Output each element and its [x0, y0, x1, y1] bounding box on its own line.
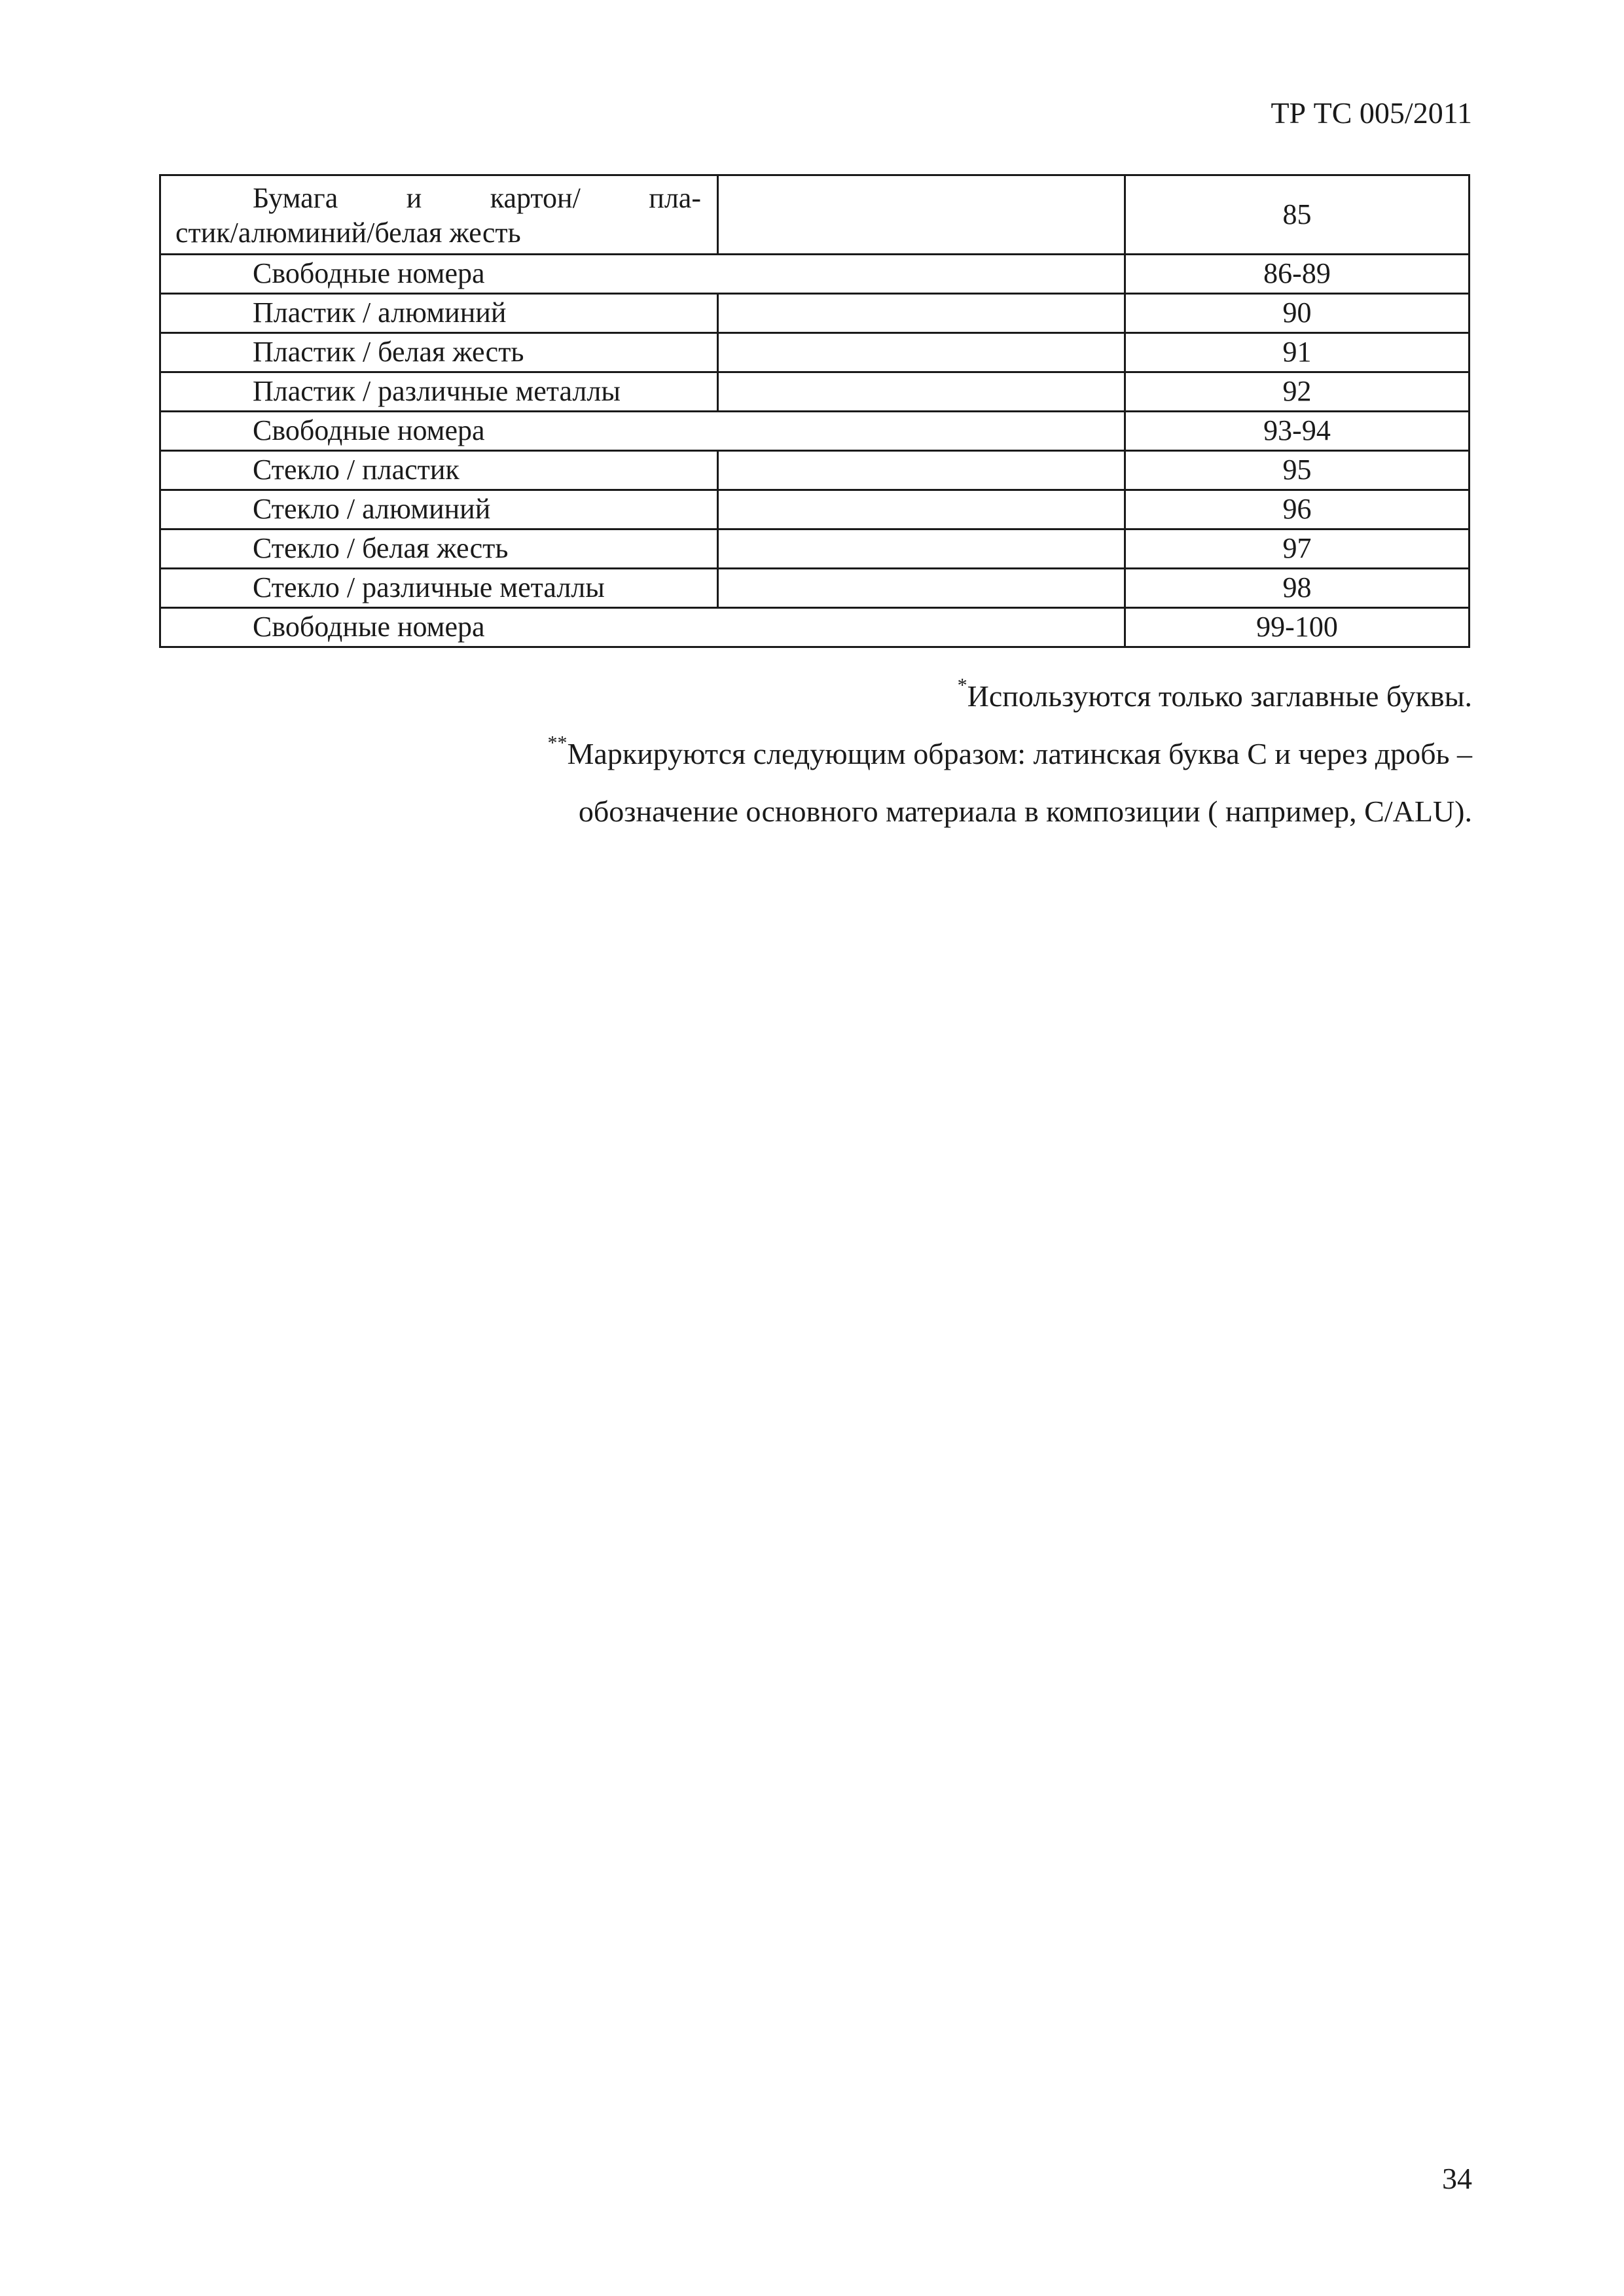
- material-code-cell: 95: [1125, 450, 1470, 490]
- footnote-mark: **: [547, 732, 568, 754]
- material-name-cell: Стекло / различные металлы: [160, 568, 718, 607]
- table-row: [160, 411, 1470, 450]
- table-row: [160, 372, 1470, 411]
- empty-cell: [718, 450, 1125, 490]
- material-code-cell: 93-94: [1125, 411, 1470, 450]
- table-row: [160, 293, 1470, 332]
- material-name-cell: Стекло / пластик: [160, 450, 718, 490]
- material-name-cell: Стекло / алюминий: [160, 490, 718, 529]
- material-name-cell: Свободные номера: [160, 607, 1125, 647]
- footnote-text: Маркируются следующим образом: латинская буква С и через дробь –: [567, 737, 1472, 770]
- footnote-2: [98, 725, 1472, 783]
- empty-cell: [718, 332, 1125, 372]
- material-name-cell: Свободные номера: [160, 254, 1125, 293]
- material-codes-table: [159, 174, 1470, 648]
- table-row: [160, 332, 1470, 372]
- name-word: и: [406, 182, 422, 214]
- material-name-cell: [160, 175, 718, 255]
- material-code-cell: 99-100: [1125, 607, 1470, 647]
- table-row: [160, 175, 1470, 255]
- material-code-cell: 90: [1125, 293, 1470, 332]
- material-code-cell: 98: [1125, 568, 1470, 607]
- material-code-cell: 85: [1125, 175, 1470, 255]
- material-name-cell: Пластик / различные металлы: [160, 372, 718, 411]
- material-code-cell: 91: [1125, 332, 1470, 372]
- material-code-cell: 86-89: [1125, 254, 1470, 293]
- table-row: [160, 529, 1470, 568]
- page-number: 34: [1442, 2162, 1472, 2195]
- material-code-cell: 97: [1125, 529, 1470, 568]
- footnote-text: Используются только заглавные буквы.: [967, 679, 1472, 713]
- material-name-cell: Стекло / белая жесть: [160, 529, 718, 568]
- name-word: картон/: [490, 182, 581, 214]
- table-row: [160, 568, 1470, 607]
- name-line: стик/алюминий/белая жесть: [175, 216, 521, 249]
- table-row: [160, 607, 1470, 647]
- material-code-cell: 96: [1125, 490, 1470, 529]
- material-name-cell: Пластик / алюминий: [160, 293, 718, 332]
- empty-cell: [718, 372, 1125, 411]
- footnote-1: [98, 668, 1472, 725]
- table-row: [160, 490, 1470, 529]
- name-word: пла-: [649, 182, 701, 214]
- table-row: [160, 254, 1470, 293]
- footnote-mark: *: [957, 674, 967, 696]
- empty-cell: [718, 175, 1125, 255]
- footnotes: [98, 668, 1472, 840]
- empty-cell: [718, 529, 1125, 568]
- empty-cell: [718, 293, 1125, 332]
- table-row: [160, 450, 1470, 490]
- empty-cell: [718, 568, 1125, 607]
- document-id: ТР ТС 005/2011: [1271, 96, 1472, 130]
- empty-cell: [718, 490, 1125, 529]
- material-name-cell: Пластик / белая жесть: [160, 332, 718, 372]
- name-word: Бумага: [253, 182, 338, 214]
- material-name-cell: Свободные номера: [160, 411, 1125, 450]
- footnote-2-continued: обозначение основного материала в композиции ( например, C/ALU).: [578, 795, 1472, 828]
- material-code-cell: 92: [1125, 372, 1470, 411]
